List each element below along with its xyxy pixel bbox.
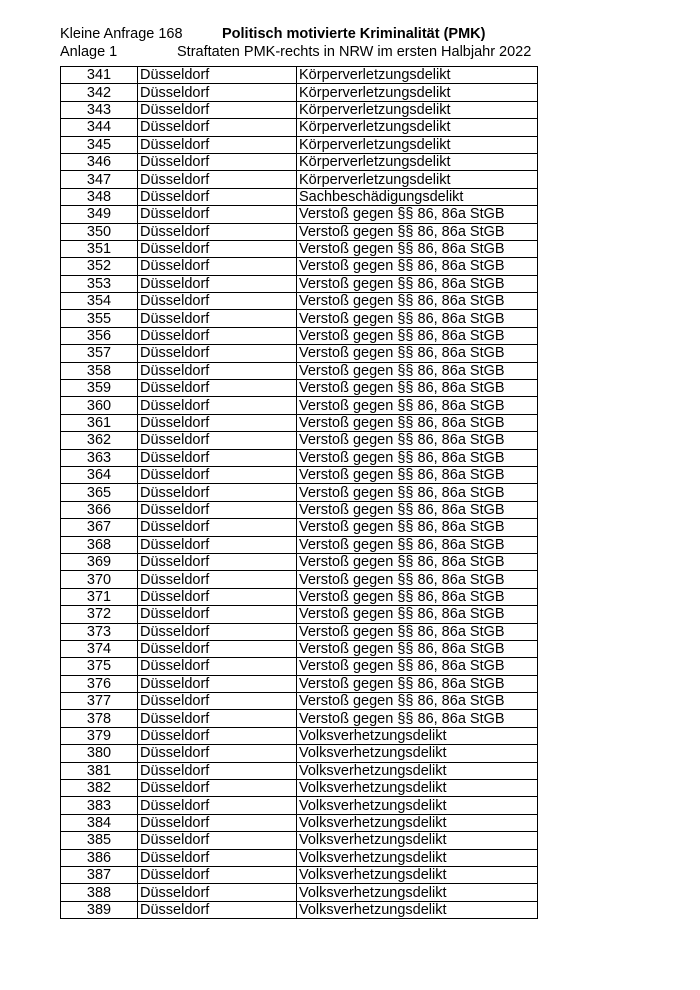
table-row	[61, 240, 538, 257]
row-number-cell: 357	[61, 345, 138, 362]
table-row	[61, 310, 538, 327]
table-row	[61, 571, 538, 588]
table-row	[61, 814, 538, 831]
offense-type-cell: Verstoß gegen §§ 86, 86a StGB	[297, 536, 538, 553]
table-row	[61, 553, 538, 570]
attachment-label: Anlage 1	[60, 44, 118, 60]
offense-type-cell: Volksverhetzungsdelikt	[297, 727, 538, 744]
row-number-cell: 366	[61, 501, 138, 518]
table-row	[61, 345, 538, 362]
table-row	[61, 501, 538, 518]
row-number-cell: 353	[61, 275, 138, 292]
row-number-cell: 350	[61, 223, 138, 240]
offense-type-cell: Verstoß gegen §§ 86, 86a StGB	[297, 466, 538, 483]
offense-type-cell: Verstoß gegen §§ 86, 86a StGB	[297, 484, 538, 501]
table-row	[61, 293, 538, 310]
offense-type-cell: Körperverletzungsdelikt	[297, 136, 538, 153]
offense-type-cell: Verstoß gegen §§ 86, 86a StGB	[297, 553, 538, 570]
row-number-cell: 344	[61, 119, 138, 136]
city-cell: Düsseldorf	[138, 84, 297, 101]
row-number-cell: 371	[61, 588, 138, 605]
city-cell: Düsseldorf	[138, 727, 297, 744]
row-number-cell: 374	[61, 640, 138, 657]
offense-type-cell: Verstoß gegen §§ 86, 86a StGB	[297, 640, 538, 657]
row-number-cell: 345	[61, 136, 138, 153]
table-row	[61, 153, 538, 170]
row-number-cell: 352	[61, 258, 138, 275]
city-cell: Düsseldorf	[138, 67, 297, 84]
row-number-cell: 379	[61, 727, 138, 744]
table-row	[61, 101, 538, 118]
table-row	[61, 884, 538, 901]
offense-type-cell: Verstoß gegen §§ 86, 86a StGB	[297, 293, 538, 310]
table-row	[61, 67, 538, 84]
row-number-cell: 359	[61, 380, 138, 397]
city-cell: Düsseldorf	[138, 762, 297, 779]
offense-type-cell: Volksverhetzungsdelikt	[297, 866, 538, 883]
offense-type-cell: Körperverletzungsdelikt	[297, 101, 538, 118]
offense-type-cell: Volksverhetzungsdelikt	[297, 745, 538, 762]
city-cell: Düsseldorf	[138, 623, 297, 640]
row-number-cell: 364	[61, 466, 138, 483]
row-number-cell: 386	[61, 849, 138, 866]
city-cell: Düsseldorf	[138, 832, 297, 849]
table-row	[61, 710, 538, 727]
city-cell: Düsseldorf	[138, 414, 297, 431]
city-cell: Düsseldorf	[138, 588, 297, 605]
row-number-cell: 347	[61, 171, 138, 188]
offense-type-cell: Volksverhetzungsdelikt	[297, 814, 538, 831]
table-row	[61, 901, 538, 918]
row-number-cell: 383	[61, 797, 138, 814]
city-cell: Düsseldorf	[138, 606, 297, 623]
offense-type-cell: Verstoß gegen §§ 86, 86a StGB	[297, 519, 538, 536]
city-cell: Düsseldorf	[138, 884, 297, 901]
city-cell: Düsseldorf	[138, 345, 297, 362]
row-number-cell: 375	[61, 658, 138, 675]
table-row	[61, 380, 538, 397]
city-cell: Düsseldorf	[138, 171, 297, 188]
row-number-cell: 382	[61, 780, 138, 797]
city-cell: Düsseldorf	[138, 780, 297, 797]
offense-type-cell: Verstoß gegen §§ 86, 86a StGB	[297, 327, 538, 344]
table-row	[61, 119, 538, 136]
row-number-cell: 349	[61, 206, 138, 223]
offense-type-cell: Verstoß gegen §§ 86, 86a StGB	[297, 658, 538, 675]
table-row	[61, 206, 538, 223]
row-number-cell: 363	[61, 449, 138, 466]
table-row	[61, 675, 538, 692]
offense-type-cell: Verstoß gegen §§ 86, 86a StGB	[297, 693, 538, 710]
offense-type-cell: Verstoß gegen §§ 86, 86a StGB	[297, 397, 538, 414]
row-number-cell: 343	[61, 101, 138, 118]
city-cell: Düsseldorf	[138, 710, 297, 727]
row-number-cell: 378	[61, 710, 138, 727]
offense-type-cell: Verstoß gegen §§ 86, 86a StGB	[297, 710, 538, 727]
row-number-cell: 354	[61, 293, 138, 310]
table-row	[61, 727, 538, 744]
city-cell: Düsseldorf	[138, 814, 297, 831]
table-row	[61, 449, 538, 466]
table-row	[61, 693, 538, 710]
row-number-cell: 356	[61, 327, 138, 344]
table-row	[61, 606, 538, 623]
row-number-cell: 377	[61, 693, 138, 710]
offense-type-cell: Verstoß gegen §§ 86, 86a StGB	[297, 675, 538, 692]
table-row	[61, 484, 538, 501]
offense-type-cell: Verstoß gegen §§ 86, 86a StGB	[297, 606, 538, 623]
offense-type-cell: Verstoß gegen §§ 86, 86a StGB	[297, 623, 538, 640]
offense-type-cell: Volksverhetzungsdelikt	[297, 901, 538, 918]
city-cell: Düsseldorf	[138, 553, 297, 570]
offense-type-cell: Verstoß gegen §§ 86, 86a StGB	[297, 275, 538, 292]
row-number-cell: 389	[61, 901, 138, 918]
table-row	[61, 745, 538, 762]
offense-type-cell: Verstoß gegen §§ 86, 86a StGB	[297, 206, 538, 223]
row-number-cell: 376	[61, 675, 138, 692]
row-number-cell: 373	[61, 623, 138, 640]
page-subtitle: Straftaten PMK-rechts in NRW im ersten Halbjahr 2022	[177, 44, 532, 60]
city-cell: Düsseldorf	[138, 258, 297, 275]
table-row	[61, 136, 538, 153]
offense-type-cell: Verstoß gegen §§ 86, 86a StGB	[297, 571, 538, 588]
city-cell: Düsseldorf	[138, 484, 297, 501]
table-row	[61, 258, 538, 275]
offense-type-cell: Verstoß gegen §§ 86, 86a StGB	[297, 310, 538, 327]
city-cell: Düsseldorf	[138, 275, 297, 292]
page-title: Politisch motivierte Kriminalität (PMK)	[222, 26, 486, 42]
city-cell: Düsseldorf	[138, 693, 297, 710]
offense-type-cell: Verstoß gegen §§ 86, 86a StGB	[297, 449, 538, 466]
city-cell: Düsseldorf	[138, 310, 297, 327]
row-number-cell: 351	[61, 240, 138, 257]
table-row	[61, 275, 538, 292]
city-cell: Düsseldorf	[138, 536, 297, 553]
offense-type-cell: Volksverhetzungsdelikt	[297, 832, 538, 849]
offense-type-cell: Sachbeschädigungsdelikt	[297, 188, 538, 205]
offense-type-cell: Verstoß gegen §§ 86, 86a StGB	[297, 588, 538, 605]
city-cell: Düsseldorf	[138, 501, 297, 518]
offense-type-cell: Verstoß gegen §§ 86, 86a StGB	[297, 501, 538, 518]
row-number-cell: 346	[61, 153, 138, 170]
row-number-cell: 348	[61, 188, 138, 205]
offense-type-cell: Körperverletzungsdelikt	[297, 119, 538, 136]
table-row	[61, 171, 538, 188]
row-number-cell: 370	[61, 571, 138, 588]
table-row	[61, 188, 538, 205]
row-number-cell: 385	[61, 832, 138, 849]
row-number-cell: 361	[61, 414, 138, 431]
offense-type-cell: Volksverhetzungsdelikt	[297, 762, 538, 779]
city-cell: Düsseldorf	[138, 327, 297, 344]
city-cell: Düsseldorf	[138, 571, 297, 588]
row-number-cell: 384	[61, 814, 138, 831]
row-number-cell: 342	[61, 84, 138, 101]
row-number-cell: 358	[61, 362, 138, 379]
city-cell: Düsseldorf	[138, 362, 297, 379]
row-number-cell: 367	[61, 519, 138, 536]
city-cell: Düsseldorf	[138, 797, 297, 814]
offense-type-cell: Volksverhetzungsdelikt	[297, 884, 538, 901]
row-number-cell: 341	[61, 67, 138, 84]
offense-type-cell: Volksverhetzungsdelikt	[297, 849, 538, 866]
city-cell: Düsseldorf	[138, 119, 297, 136]
city-cell: Düsseldorf	[138, 188, 297, 205]
table-row	[61, 762, 538, 779]
offense-type-cell: Verstoß gegen §§ 86, 86a StGB	[297, 432, 538, 449]
offense-type-cell: Verstoß gegen §§ 86, 86a StGB	[297, 414, 538, 431]
offense-table	[60, 66, 538, 919]
city-cell: Düsseldorf	[138, 519, 297, 536]
row-number-cell: 362	[61, 432, 138, 449]
city-cell: Düsseldorf	[138, 640, 297, 657]
table-row	[61, 327, 538, 344]
table-row	[61, 797, 538, 814]
row-number-cell: 368	[61, 536, 138, 553]
table-row	[61, 623, 538, 640]
city-cell: Düsseldorf	[138, 466, 297, 483]
table-row	[61, 640, 538, 657]
table-row	[61, 780, 538, 797]
city-cell: Düsseldorf	[138, 101, 297, 118]
offense-type-cell: Verstoß gegen §§ 86, 86a StGB	[297, 240, 538, 257]
offense-type-cell: Verstoß gegen §§ 86, 86a StGB	[297, 258, 538, 275]
table-row	[61, 432, 538, 449]
row-number-cell: 388	[61, 884, 138, 901]
table-row	[61, 866, 538, 883]
table-row	[61, 832, 538, 849]
city-cell: Düsseldorf	[138, 449, 297, 466]
city-cell: Düsseldorf	[138, 223, 297, 240]
city-cell: Düsseldorf	[138, 849, 297, 866]
city-cell: Düsseldorf	[138, 432, 297, 449]
city-cell: Düsseldorf	[138, 901, 297, 918]
city-cell: Düsseldorf	[138, 293, 297, 310]
city-cell: Düsseldorf	[138, 658, 297, 675]
row-number-cell: 369	[61, 553, 138, 570]
row-number-cell: 381	[61, 762, 138, 779]
offense-type-cell: Körperverletzungsdelikt	[297, 171, 538, 188]
offense-type-cell: Volksverhetzungsdelikt	[297, 780, 538, 797]
table-row	[61, 588, 538, 605]
table-row	[61, 414, 538, 431]
offense-type-cell: Körperverletzungsdelikt	[297, 84, 538, 101]
table-row	[61, 362, 538, 379]
city-cell: Düsseldorf	[138, 745, 297, 762]
table-row	[61, 466, 538, 483]
table-row	[61, 536, 538, 553]
city-cell: Düsseldorf	[138, 206, 297, 223]
city-cell: Düsseldorf	[138, 397, 297, 414]
row-number-cell: 360	[61, 397, 138, 414]
table-row	[61, 519, 538, 536]
table-row	[61, 397, 538, 414]
offense-type-cell: Körperverletzungsdelikt	[297, 67, 538, 84]
table-row	[61, 223, 538, 240]
offense-type-cell: Verstoß gegen §§ 86, 86a StGB	[297, 345, 538, 362]
city-cell: Düsseldorf	[138, 240, 297, 257]
city-cell: Düsseldorf	[138, 153, 297, 170]
offense-type-cell: Verstoß gegen §§ 86, 86a StGB	[297, 362, 538, 379]
row-number-cell: 387	[61, 866, 138, 883]
row-number-cell: 355	[61, 310, 138, 327]
city-cell: Düsseldorf	[138, 675, 297, 692]
row-number-cell: 372	[61, 606, 138, 623]
offense-type-cell: Körperverletzungsdelikt	[297, 153, 538, 170]
offense-type-cell: Verstoß gegen §§ 86, 86a StGB	[297, 223, 538, 240]
offense-table-body	[61, 67, 538, 919]
row-number-cell: 365	[61, 484, 138, 501]
table-row	[61, 849, 538, 866]
offense-type-cell: Verstoß gegen §§ 86, 86a StGB	[297, 380, 538, 397]
offense-type-cell: Volksverhetzungsdelikt	[297, 797, 538, 814]
city-cell: Düsseldorf	[138, 380, 297, 397]
document-reference: Kleine Anfrage 168	[60, 26, 183, 42]
table-row	[61, 84, 538, 101]
row-number-cell: 380	[61, 745, 138, 762]
city-cell: Düsseldorf	[138, 136, 297, 153]
city-cell: Düsseldorf	[138, 866, 297, 883]
table-row	[61, 658, 538, 675]
